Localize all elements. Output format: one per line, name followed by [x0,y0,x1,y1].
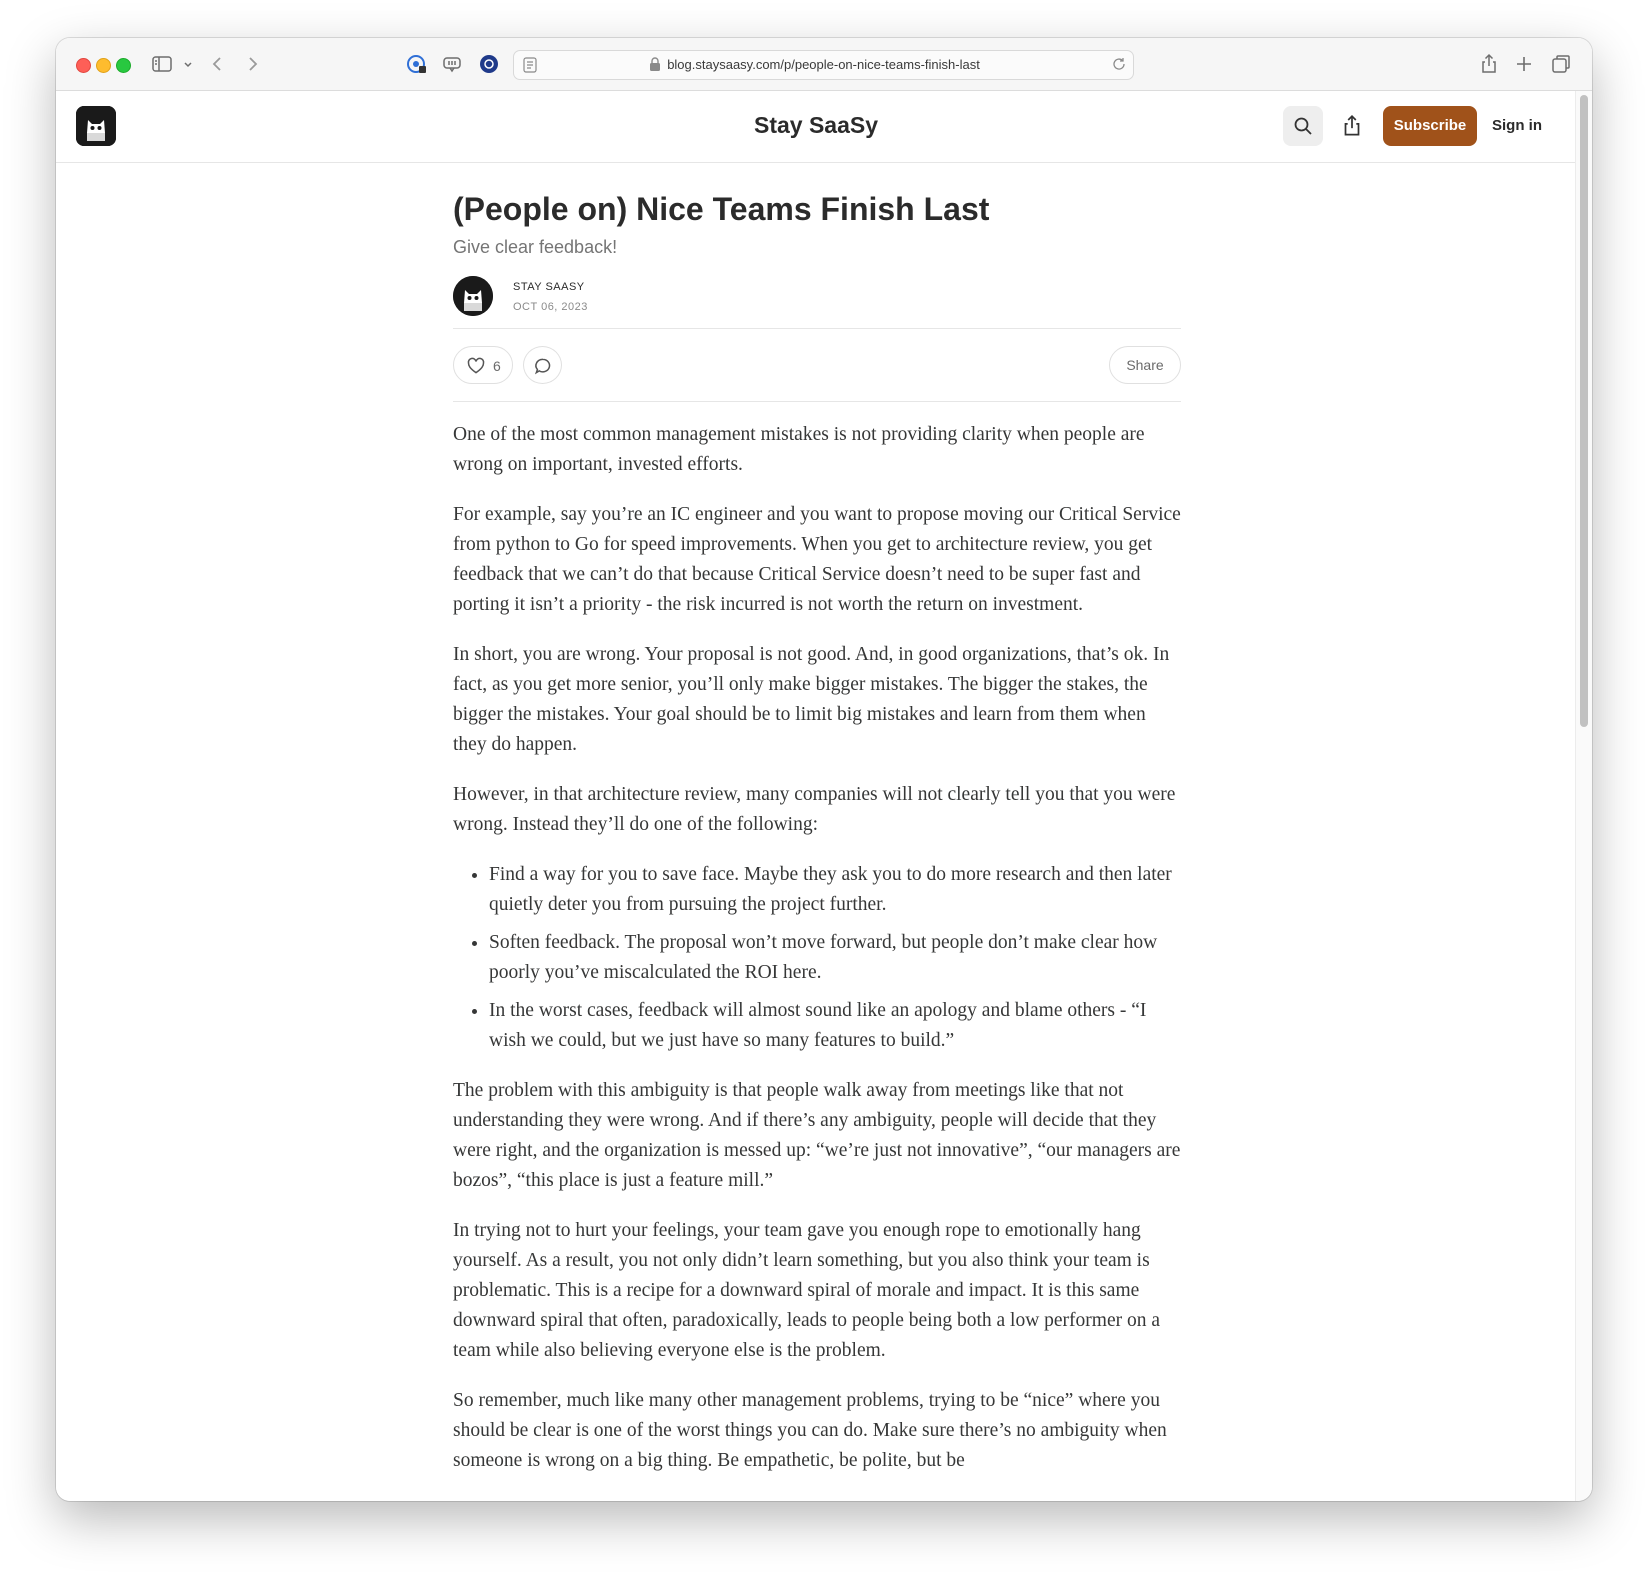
minimize-window-button[interactable] [96,58,111,73]
paragraph: The problem with this ambiguity is that people walk away from meetings like that not understanding they were wrong. And if there’s any ambiguity, people will decide that they were right, and the organization is messed up: “we’re just not innovative”, “our managers are bozos”, “this place is just a feature mill.” [453,1080,1181,1191]
address-bar[interactable] [513,50,1134,80]
search-button[interactable] [1283,106,1323,146]
bullet-list [453,860,1181,1056]
article [453,189,1181,1496]
post-body [453,420,1181,1476]
forward-chevron-right-icon[interactable] [240,52,264,76]
byline [453,272,1181,328]
share-icon[interactable] [1477,52,1501,76]
scrollbar-thumb[interactable] [1580,95,1588,727]
paragraph: One of the most common management mistakes is not providing clarity when people are wrong on important, invested efforts. [453,424,1145,475]
url-text: blog.staysaasy.com/p/people-on-nice-teams-finish-last [667,57,980,72]
search-icon [1293,116,1313,136]
chat-extension-icon[interactable] [440,52,464,76]
back-chevron-left-icon[interactable] [206,52,230,76]
new-tab-plus-icon[interactable] [1512,52,1536,76]
like-count: 6 [493,358,501,374]
list-item: • Find a way for you to save face. Maybe they ask you to do more research and then later quietly deter you from pursuing the project further. [489,860,1181,920]
privacy-extension-icon[interactable] [477,52,501,76]
page-scrollbar[interactable] [1575,91,1592,1501]
paragraph: So remember, much like many other management problems, trying to be “nice” where you should be clear is one of the worst things you can do. Make sure there’s no ambiguity when someone is wrong on a big thing. Be empathetic, be polite, but be [453,1390,1167,1471]
post-action-bar [453,328,1181,402]
share-icon [1339,113,1365,139]
paragraph: In trying not to hurt your feelings, your team gave you enough rope to emotionally hang yourself. As a result, you not only didn’t learn something, but you also think your team is problematic. This is a recipe for a downward spiral of morale and impact. It is this same downward spiral that often, paradoxically, leads to people being both a low performer on a team while also believing everyone else is the problem. [453,1220,1161,1361]
post-title: (People on) Nice Teams Finish Last [453,191,990,227]
reload-icon[interactable] [1111,56,1127,72]
post-subtitle: Give clear feedback! [453,237,618,257]
list-item: • In the worst cases, feedback will almost sound like an apology and blame others - “I wish we could, but we just have so many features to build.” [489,996,1181,1056]
author-name[interactable]: STAY SAASY [513,281,585,293]
post-date: OCT 06, 2023 [513,301,588,313]
author-avatar[interactable] [453,276,493,316]
comment-button[interactable] [523,346,562,384]
sign-in-link[interactable]: Sign in [1492,117,1542,134]
subscribe-button[interactable]: Subscribe [1383,106,1477,146]
header-share-button[interactable] [1339,113,1365,139]
like-button[interactable] [453,346,513,384]
close-window-button[interactable] [76,58,91,73]
paragraph: In short, you are wrong. Your proposal is not good. And, in good organizations, that’s ok. In fact, as you get more senior, you’ll only make bigger mistakes. The bigger the stakes, the bigger the mistakes. Your goal should be to limit big mistakes and learn from them when they do happen. [453,644,1170,755]
post-share-button[interactable]: Share [1109,346,1181,384]
page-viewport [56,91,1576,1501]
heart-icon [466,356,486,376]
sidebar-toggle-icon[interactable] [150,52,174,76]
site-title[interactable]: Stay SaaSy [753,112,879,138]
tab-group-chevron-down-icon[interactable] [176,52,192,76]
paragraph: For example, say you’re an IC engineer and you want to propose moving our Critical Service from python to Go for speed improvements. When you get to architecture review, you get feedback that we can’t do that because Critical Service doesn’t need to be super fast and porting it isn’t a priority - the risk incurred is not worth the return on investment. [453,504,1181,615]
tab-overview-icon[interactable] [1549,52,1573,76]
browser-window [56,38,1592,1501]
paragraph: However, in that architecture review, many companies will not clearly tell you that you were wrong. Instead they’ll do one of the following: [453,784,1176,835]
site-header [56,91,1576,163]
browser-toolbar [56,38,1592,91]
zoom-window-button[interactable] [116,58,131,73]
password-extension-icon[interactable] [405,52,429,76]
comment-icon [533,356,553,376]
list-item: • Soften feedback. The proposal won’t move forward, but people don’t make clear how poorly you’ve miscalculated the ROI here. [489,928,1181,988]
